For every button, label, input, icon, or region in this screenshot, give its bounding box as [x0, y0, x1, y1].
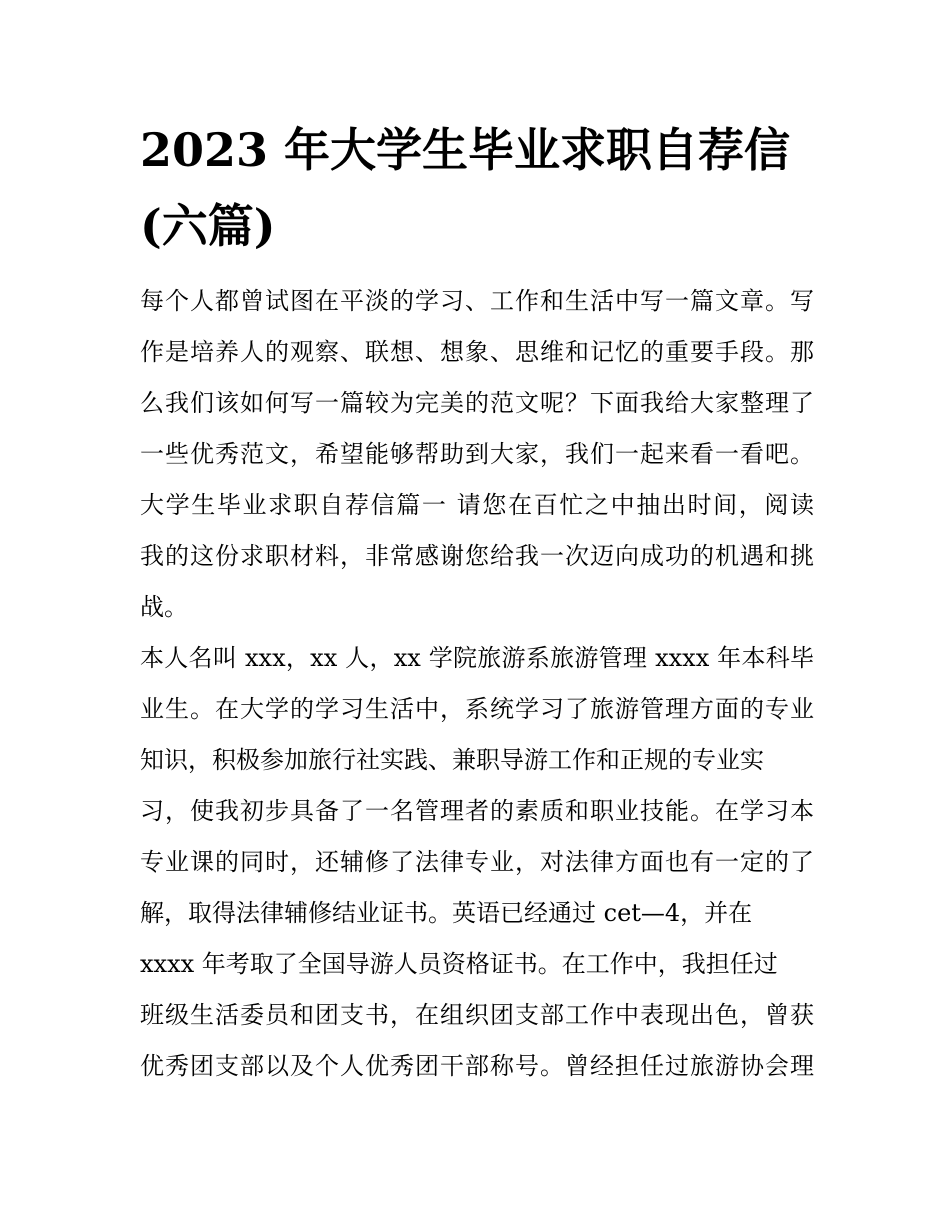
body-line: 班级生活委员和团支书，在组织团支部工作中表现出色，曾获: [140, 1001, 814, 1029]
body-line: 优秀团支部以及个人优秀团干部称号。曾经担任过旅游协会理: [140, 1052, 814, 1080]
document-title: [140, 112, 820, 264]
document-body: [140, 276, 814, 1092]
body-line: 解，取得法律辅修结业证书。英语已经通过 cet—4，并在: [140, 899, 753, 927]
body-line: 么我们该如何写一篇较为完美的范文呢？下面我给大家整理了: [140, 389, 814, 417]
body-line: 作是培养人的观察、联想、想象、思维和记忆的重要手段。那: [140, 338, 814, 366]
body-line: xxxx 年考取了全国导游人员资格证书。在工作中，我担任过: [140, 950, 778, 978]
body-line: 一些优秀范文，希望能够帮助到大家，我们一起来看一看吧。: [140, 440, 814, 468]
body-line: 习，使我初步具备了一名管理者的素质和职业技能。在学习本: [140, 797, 814, 825]
body-line: 业生。在大学的学习生活中，系统学习了旅游管理方面的专业: [140, 695, 814, 723]
body-line: 知识，积极参加旅行社实践、兼职导游工作和正规的专业实: [140, 746, 764, 774]
body-line: 大学生毕业求职自荐信篇一 请您在百忙之中抽出时间，阅读: [140, 491, 814, 519]
title-line: (六篇): [140, 199, 276, 253]
body-line: 我的这份求职材料，非常感谢您给我一次迈向成功的机遇和挑: [140, 542, 814, 570]
body-line: 战。: [140, 593, 188, 621]
title-line: 2023 年大学生毕业求职自荐信: [140, 123, 791, 177]
body-line: 本人名叫 xxx，xx 人，xx 学院旅游系旅游管理 xxxx 年本科毕: [140, 644, 814, 672]
body-line: 专业课的同时，还辅修了法律专业，对法律方面也有一定的了: [140, 848, 814, 876]
body-line: 每个人都曾试图在平淡的学习、工作和生活中写一篇文章。写: [140, 287, 814, 315]
